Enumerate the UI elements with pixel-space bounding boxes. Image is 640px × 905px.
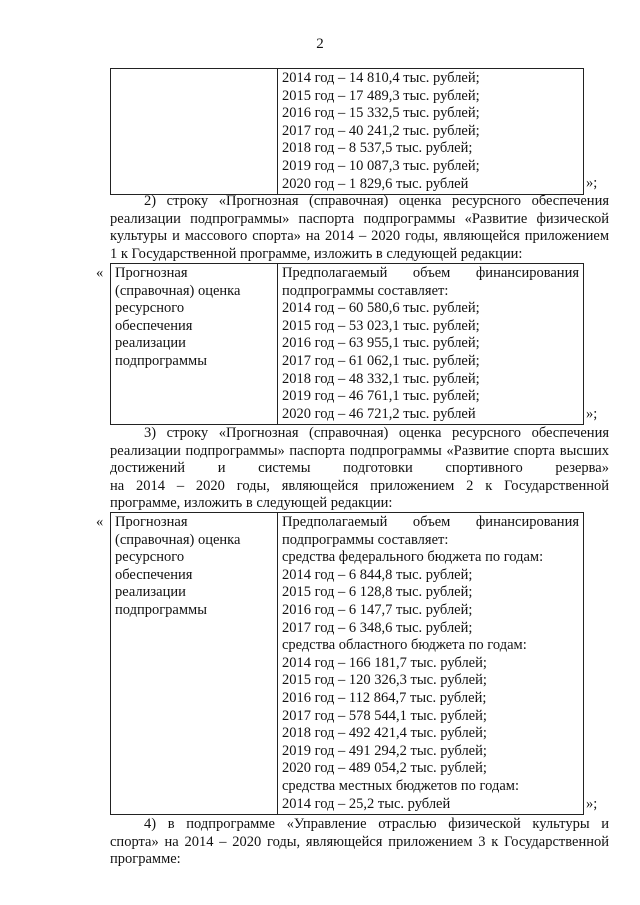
funding-line: средства местных бюджетов по годам: — [282, 777, 519, 794]
label-line: Прогнозная — [115, 514, 188, 530]
funding-line: средства областного бюджета по годам: — [282, 637, 527, 654]
funding-line: 2018 год – 48 332,1 тыс. рублей; — [282, 370, 480, 387]
funding-table-continuation — [110, 68, 584, 195]
paragraph-line: 1 к Государственной программе, изложить в следующей редакции: — [110, 245, 523, 262]
funding-table-elite-sport — [110, 512, 584, 815]
funding-table-physical-culture — [110, 263, 584, 425]
funding-line: 2015 год – 53 023,1 тыс. рублей; — [282, 317, 480, 334]
paragraph-line: культуры и массового спорта» на 2014 – 2020 годы, являющейся приложением — [110, 228, 609, 245]
funding-line: Предполагаемый объем финансирования — [282, 514, 579, 530]
funding-line: 2014 год – 14 810,4 тыс. рублей; — [282, 70, 480, 86]
page-number: 2 — [316, 36, 324, 52]
label-line: подпрограммы — [115, 352, 207, 369]
funding-line: 2019 год – 46 761,1 тыс. рублей; — [282, 388, 480, 405]
funding-line: 2014 год – 25,2 тыс. рублей — [282, 795, 451, 812]
funding-line: 2020 год – 46 721,2 тыс. рублей — [282, 405, 476, 422]
funding-line: 2015 год – 17 489,3 тыс. рублей; — [282, 87, 480, 104]
funding-line: 2016 год – 112 864,7 тыс. рублей; — [282, 689, 487, 706]
paragraph-line: программе, изложить в следующей редакции: — [110, 495, 393, 512]
table-left-cell — [111, 69, 278, 194]
funding-line: 2016 год – 15 332,5 тыс. рублей; — [282, 105, 480, 122]
paragraph-line: достижений и системы подготовки спортивного резерва» — [110, 460, 609, 477]
funding-line: 2017 год – 6 348,6 тыс. рублей; — [282, 619, 473, 636]
funding-line: 2018 год – 8 537,5 тыс. рублей; — [282, 140, 473, 157]
paragraph-line: программе: — [110, 851, 181, 868]
opening-quote: « — [96, 265, 104, 281]
funding-line: 2017 год – 578 544,1 тыс. рублей; — [282, 707, 487, 724]
label-line: обеспечения — [115, 566, 193, 583]
funding-line: 2015 год – 6 128,8 тыс. рублей; — [282, 584, 473, 601]
label-line: (справочная) оценка — [115, 282, 241, 299]
label-line: реализации — [115, 335, 186, 352]
funding-line: 2016 год – 6 147,7 тыс. рублей; — [282, 601, 473, 618]
funding-line: 2019 год – 491 294,2 тыс. рублей; — [282, 742, 487, 759]
table-right-cell — [278, 513, 583, 814]
closing-quote: »; — [586, 406, 598, 422]
funding-line: 2019 год – 10 087,3 тыс. рублей; — [282, 157, 480, 174]
funding-line: 2017 год – 40 241,2 тыс. рублей; — [282, 122, 480, 139]
paragraph-line: 2) строку «Прогнозная (справочная) оценка ресурсного обеспечения — [144, 193, 609, 209]
paragraph-2 — [110, 193, 609, 263]
funding-line: подпрограммы составляет: — [282, 282, 449, 299]
label-line: ресурсного — [115, 300, 185, 317]
paragraph-line: реализации подпрограммы» паспорта подпрограммы «Развитие спорта высших — [110, 442, 609, 459]
funding-line: подпрограммы составляет: — [282, 531, 449, 548]
label-line: реализации — [115, 584, 186, 601]
funding-line: Предполагаемый объем финансирования — [282, 265, 579, 281]
closing-quote: »; — [586, 175, 598, 191]
paragraph-line: 3) строку «Прогнозная (справочная) оценка ресурсного обеспечения — [144, 425, 609, 441]
paragraph-line: 4) в подпрограмме «Управление отраслью физической культуры и — [144, 816, 609, 832]
paragraph-4 — [110, 816, 609, 869]
funding-line: 2014 год – 6 844,8 тыс. рублей; — [282, 566, 473, 583]
table-right-cell — [278, 69, 583, 194]
paragraph-line: спорта» на 2014 – 2020 годы, являющейся приложением 3 к Государственной — [110, 833, 609, 850]
label-line: Прогнозная — [115, 265, 188, 281]
funding-line: 2014 год – 166 181,7 тыс. рублей; — [282, 654, 487, 671]
funding-line: средства федерального бюджета по годам: — [282, 549, 544, 566]
funding-line: 2014 год – 60 580,6 тыс. рублей; — [282, 300, 480, 317]
paragraph-line: на 2014 – 2020 годы, являющейся приложением 2 к Государственной — [110, 477, 609, 494]
paragraph-line: реализации подпрограммы» паспорта подпрограммы «Развитие физической — [110, 210, 609, 227]
funding-line: 2020 год – 1 829,6 тыс. рублей — [282, 175, 469, 192]
funding-line: 2017 год – 61 062,1 тыс. рублей; — [282, 352, 480, 369]
funding-line: 2020 год – 489 054,2 тыс. рублей; — [282, 760, 487, 777]
table-right-cell — [278, 264, 583, 424]
table-left-cell — [111, 264, 278, 424]
label-line: подпрограммы — [115, 601, 207, 618]
table-left-cell — [111, 513, 278, 814]
paragraph-3 — [110, 425, 609, 513]
label-line: (справочная) оценка — [115, 531, 241, 548]
funding-line: 2015 год – 120 326,3 тыс. рублей; — [282, 672, 487, 689]
closing-quote: »; — [586, 796, 598, 812]
funding-line: 2016 год – 63 955,1 тыс. рублей; — [282, 335, 480, 352]
label-line: обеспечения — [115, 317, 193, 334]
label-line: ресурсного — [115, 549, 185, 566]
funding-line: 2018 год – 492 421,4 тыс. рублей; — [282, 725, 487, 742]
opening-quote: « — [96, 514, 104, 530]
